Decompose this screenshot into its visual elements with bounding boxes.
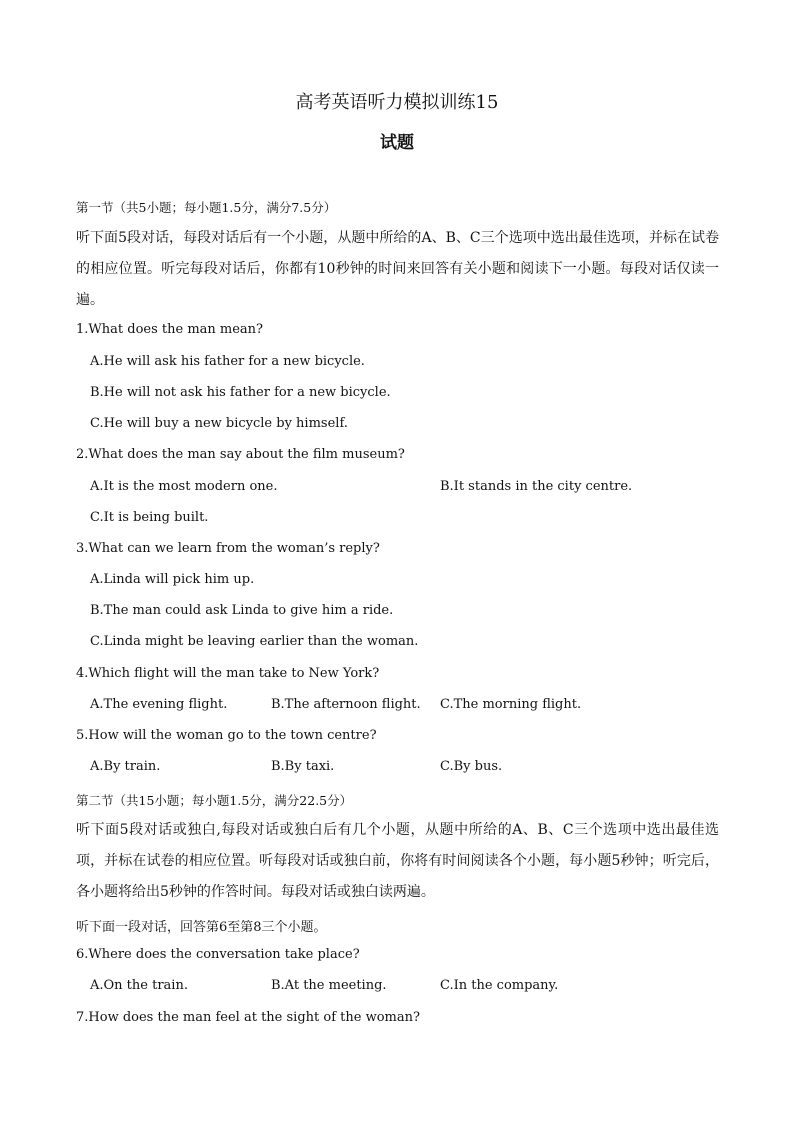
question-6-option-c[interactable]: C.In the company. [440,978,559,993]
question-6-option-b[interactable]: B.At the meeting. [271,978,387,993]
question-4-stem: 4.Which flight will the man take to New York? [76,666,380,681]
question-1-option-b[interactable]: B.He will not ask his father for a new bicycle. [90,385,391,400]
page-subtitle: 试题 [380,133,414,153]
question-3-option-b[interactable]: B.The man could ask Linda to give him a ride. [90,603,394,618]
question-6-stem: 6.Where does the conversation take place? [76,947,360,962]
question-6-option-a[interactable]: A.On the train. [90,978,188,993]
question-2-option-b[interactable]: B.It stands in the city centre. [440,479,633,494]
section1-instructions: 听下面5段对话，每段对话后有一个小题，从题中所给的A、B、C三个选项中选出最佳选项，并标在试卷的相应位置。听完每段对话后，你都有10秒钟的时间来回答有关小题和阅读下一小题。每段对话仅读一遍。 [76,230,719,308]
question-3-stem: 3.What can we learn from the woman’s reply? [76,541,380,556]
question-4-option-b[interactable]: B.The afternoon flight. [271,697,421,712]
question-2-option-a[interactable]: A.It is the most modern one. [90,479,278,494]
question-3-option-c[interactable]: C.Linda might be leaving earlier than the woman. [90,634,419,649]
question-1-stem: 1.What does the man mean? [76,322,264,337]
question-4-option-c[interactable]: C.The morning flight. [440,697,582,712]
question-5-stem: 5.How will the woman go to the town centre? [76,728,377,743]
question-2-option-c[interactable]: C.It is being built. [90,510,209,525]
question-2-stem: 2.What does the man say about the film museum? [76,447,405,462]
question-3-option-a[interactable]: A.Linda will pick him up. [90,572,255,587]
question-5-option-b[interactable]: B.By taxi. [271,759,335,774]
question-4-option-a[interactable]: A.The evening flight. [90,697,228,712]
page-title: 高考英语听力模拟训练15 [295,92,499,113]
question-5-option-a[interactable]: A.By train. [90,759,161,774]
section1-heading: 第一节（共5小题；每小题1.5分，满分7.5分） [76,200,337,215]
question-1-option-c[interactable]: C.He will buy a new bicycle by himself. [90,416,348,431]
question-1-option-a[interactable]: A.He will ask his father for a new bicycle. [90,354,365,369]
question-7-stem: 7.How does the man feel at the sight of the woman? [76,1010,420,1025]
section2-instructions: 听下面5段对话或独白,每段对话或独白后有几个小题，从题中所给的A、B、C三个选项中选出最佳选项，并标在试卷的相应位置。听每段对话或独白前，你将有时间阅读各个小题，每小题5秒钟；听完后，各小题将给出5秒钟的作答时间。每段对话或独白读两遍。 [76,822,719,900]
section2-heading: 第二节（共15小题；每小题1.5分，满分22.5分） [76,793,353,808]
question-5-option-c[interactable]: C.By bus. [440,759,503,774]
group-intro: 听下面一段对话，回答第6至第8三个小题。 [76,920,327,935]
